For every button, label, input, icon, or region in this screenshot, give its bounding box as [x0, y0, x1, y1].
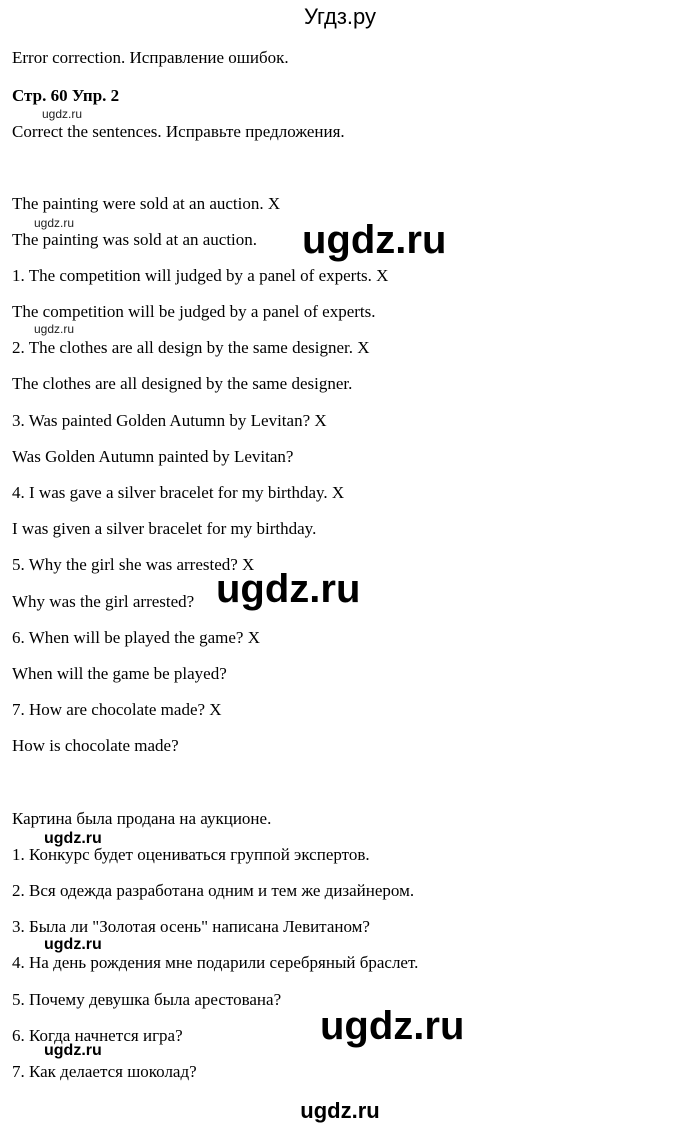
topic-heading: Error correction. Исправление ошибок. — [12, 48, 289, 67]
sentence-correct: Why was the girl arrested? — [12, 592, 195, 611]
sentence-correct: The clothes are all designed by the same designer. — [12, 374, 353, 393]
sentence-correct: The competition will be judged by a panel of experts. — [12, 302, 376, 321]
sentence-wrong: 6. When will be played the game? X — [12, 628, 260, 647]
site-title: Угдз.ру — [303, 4, 377, 29]
sentence-wrong: The painting were sold at an auction. X — [12, 194, 281, 213]
watermark: ugdz.ru — [302, 218, 447, 262]
translation-line: 3. Была ли "Золотая осень" написана Левитаном? — [12, 917, 370, 936]
sentence-correct: The painting was sold at an auction. — [12, 230, 258, 249]
translation-line: Картина была продана на аукционе. — [12, 809, 272, 828]
sentence-wrong: 7. How are chocolate made? X — [12, 700, 222, 719]
sentence-correct: How is chocolate made? — [12, 736, 179, 755]
sentence-wrong: 3. Was painted Golden Autumn by Levitan? X — [12, 411, 327, 430]
translation-line: 2. Вся одежда разработана одним и тем же дизайнером. — [12, 881, 415, 900]
watermark: ugdz.ru — [320, 1004, 465, 1048]
sentence-wrong: 4. I was gave a silver bracelet for my birthday. X — [12, 483, 345, 502]
sentence-correct: When will the game be played? — [12, 664, 227, 683]
watermark: ugdz.ru — [34, 216, 75, 230]
sentence-correct: I was given a silver bracelet for my birthday. — [12, 519, 317, 538]
watermark: ugdz.ru — [44, 830, 102, 847]
exercise-number: Стр. 60 Упр. 2 — [12, 86, 120, 105]
watermark: ugdz.ru — [44, 1042, 102, 1059]
sentence-wrong: 2. The clothes are all design by the same designer. X — [12, 338, 370, 357]
instruction: Correct the sentences. Исправьте предложения. — [12, 122, 345, 141]
translation-line: 1. Конкурс будет оцениваться группой экспертов. — [12, 845, 370, 864]
translation-line: 6. Когда начнется игра? — [12, 1026, 183, 1045]
footer-watermark: ugdz.ru — [300, 1098, 380, 1123]
watermark: ugdz.ru — [216, 567, 361, 611]
sentence-wrong: 5. Why the girl she was arrested? X — [12, 555, 255, 574]
watermark: ugdz.ru — [34, 322, 75, 336]
translation-line: 7. Как делается шоколад? — [12, 1062, 197, 1081]
translation-line: 4. На день рождения мне подарили серебряный браслет. — [12, 953, 419, 972]
sentence-wrong: 1. The competition will judged by a panel of experts. X — [12, 266, 389, 285]
sentence-correct: Was Golden Autumn painted by Levitan? — [12, 447, 294, 466]
watermark: ugdz.ru — [42, 107, 83, 121]
watermark: ugdz.ru — [44, 936, 102, 953]
translation-line: 5. Почему девушка была арестована? — [12, 990, 282, 1009]
